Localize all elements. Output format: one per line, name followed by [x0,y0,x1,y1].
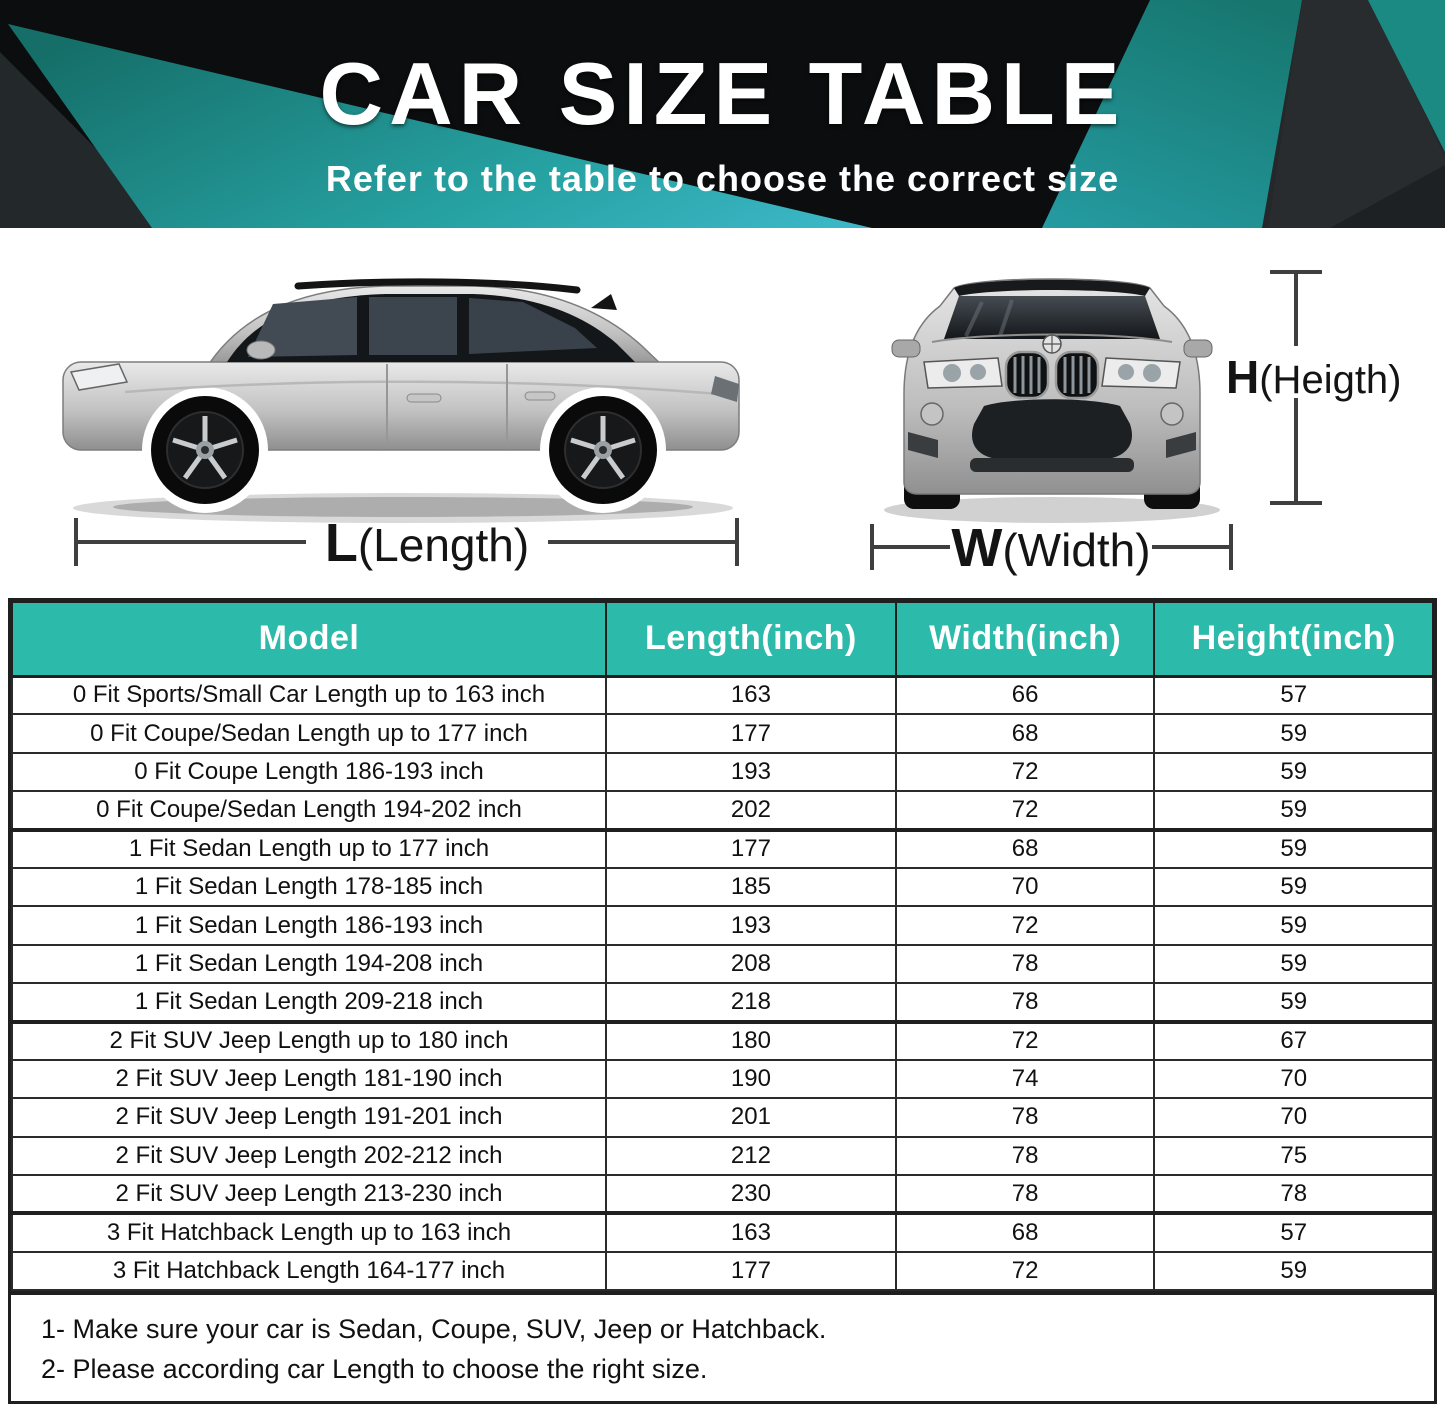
side-view-car-illustration [55,244,750,534]
width-cell: 74 [896,1060,1155,1098]
table-row [12,1022,1433,1060]
hero-banner [0,0,1445,228]
note-line: 1- Make sure your car is Sedan, Coupe, SUV, Jeep or Hatchback. [41,1314,827,1345]
height-cell: 59 [1154,906,1433,944]
table-row [12,791,1433,829]
model-cell: 1 Fit Sedan Length 186-193 inch [12,906,606,944]
height-cell: 59 [1154,983,1433,1021]
size-table-section [8,598,1437,1404]
model-cell: 0 Fit Coupe Length 186-193 inch [12,753,606,791]
column-header: Length(inch) [606,602,896,676]
height-cell: 59 [1154,753,1433,791]
model-cell: 3 Fit Hatchback Length up to 163 inch [12,1213,606,1251]
column-header: Height(inch) [1154,602,1433,676]
length-text: (Length) [357,519,530,571]
height-cell: 75 [1154,1137,1433,1175]
height-dim-line-top [1294,274,1298,346]
table-row [12,1252,1433,1290]
page-subtitle: Refer to the table to choose the correct size [325,158,1120,199]
width-text: (Width) [1002,524,1151,576]
height-text: (Heigth) [1259,358,1402,402]
length-cell: 230 [606,1175,896,1213]
model-cell: 1 Fit Sedan Length 209-218 inch [12,983,606,1021]
width-cell: 68 [896,714,1155,752]
car-dimension-diagram [0,228,1445,598]
model-cell: 0 Fit Sports/Small Car Length up to 163 inch [12,676,606,714]
height-cell: 57 [1154,1213,1433,1251]
rear-wheel [549,396,657,504]
length-dim-line-left [78,540,306,544]
width-cell: 66 [896,676,1155,714]
model-cell: 1 Fit Sedan Length 194-208 inch [12,945,606,983]
front-view-car-illustration [862,244,1242,534]
car-size-table [11,601,1434,1291]
table-row [12,1060,1433,1098]
note-line: 2- Please according car Length to choose the right size. [41,1354,708,1385]
height-cell: 59 [1154,945,1433,983]
height-cell: 67 [1154,1022,1433,1060]
model-cell: 2 Fit SUV Jeep Length up to 180 inch [12,1022,606,1060]
length-cell: 193 [606,753,896,791]
height-cell: 57 [1154,676,1433,714]
length-cell: 190 [606,1060,896,1098]
length-cell: 193 [606,906,896,944]
width-dim-line-right [1152,545,1229,549]
length-cell: 177 [606,1252,896,1290]
column-header: Width(inch) [896,602,1155,676]
length-cell: 163 [606,676,896,714]
length-dim-label [300,512,554,574]
column-header: Model [12,602,606,676]
model-cell: 2 Fit SUV Jeep Length 213-230 inch [12,1175,606,1213]
table-row [12,676,1433,714]
width-cell: 72 [896,1252,1155,1290]
model-cell: 3 Fit Hatchback Length 164-177 inch [12,1252,606,1290]
width-cell: 72 [896,791,1155,829]
length-cell: 201 [606,1098,896,1136]
table-row [12,1137,1433,1175]
table-header-row [12,602,1433,676]
table-row [12,714,1433,752]
table-row [12,1213,1433,1251]
length-cell: 218 [606,983,896,1021]
width-cell: 78 [896,983,1155,1021]
table-row [12,1098,1433,1136]
height-cell: 70 [1154,1098,1433,1136]
height-cell: 78 [1154,1175,1433,1213]
model-cell: 1 Fit Sedan Length up to 177 inch [12,830,606,868]
width-cell: 68 [896,830,1155,868]
height-dim-line-bottom [1294,398,1298,501]
length-cell: 177 [606,830,896,868]
width-cell: 72 [896,1022,1155,1060]
model-cell: 0 Fit Coupe/Sedan Length 194-202 inch [12,791,606,829]
page-title: CAR SIZE TABLE [319,44,1126,143]
width-cell: 72 [896,906,1155,944]
model-cell: 2 Fit SUV Jeep Length 181-190 inch [12,1060,606,1098]
height-cell: 70 [1154,1060,1433,1098]
table-row [12,753,1433,791]
front-wheel [151,396,259,504]
width-dim-line-left [874,545,950,549]
table-row [12,983,1433,1021]
length-cell: 202 [606,791,896,829]
notes-box [11,1291,1434,1401]
width-cell: 72 [896,753,1155,791]
table-row [12,868,1433,906]
height-cell: 59 [1154,714,1433,752]
width-letter: W [951,518,1003,578]
height-letter: H [1226,351,1260,403]
table-row [12,945,1433,983]
height-cell: 59 [1154,1252,1433,1290]
model-cell: 2 Fit SUV Jeep Length 191-201 inch [12,1098,606,1136]
width-cell: 78 [896,1175,1155,1213]
length-cell: 163 [606,1213,896,1251]
height-dim-label [1226,350,1426,404]
width-dim-cap-right [1229,524,1233,570]
width-cell: 68 [896,1213,1155,1251]
length-cell: 177 [606,714,896,752]
table-row [12,906,1433,944]
height-dim-cap-bottom [1270,501,1322,505]
height-cell: 59 [1154,868,1433,906]
height-cell: 59 [1154,830,1433,868]
length-cell: 185 [606,868,896,906]
width-cell: 70 [896,868,1155,906]
length-cell: 208 [606,945,896,983]
length-cell: 212 [606,1137,896,1175]
width-cell: 78 [896,945,1155,983]
table-row [12,1175,1433,1213]
table-row [12,830,1433,868]
model-cell: 0 Fit Coupe/Sedan Length up to 177 inch [12,714,606,752]
width-cell: 78 [896,1137,1155,1175]
length-letter: L [324,513,358,573]
model-cell: 2 Fit SUV Jeep Length 202-212 inch [12,1137,606,1175]
height-cell: 59 [1154,791,1433,829]
length-dim-cap-right [735,518,739,566]
width-dim-label [950,517,1152,579]
length-cell: 180 [606,1022,896,1060]
length-dim-line-right [548,540,735,544]
model-cell: 1 Fit Sedan Length 178-185 inch [12,868,606,906]
width-cell: 78 [896,1098,1155,1136]
